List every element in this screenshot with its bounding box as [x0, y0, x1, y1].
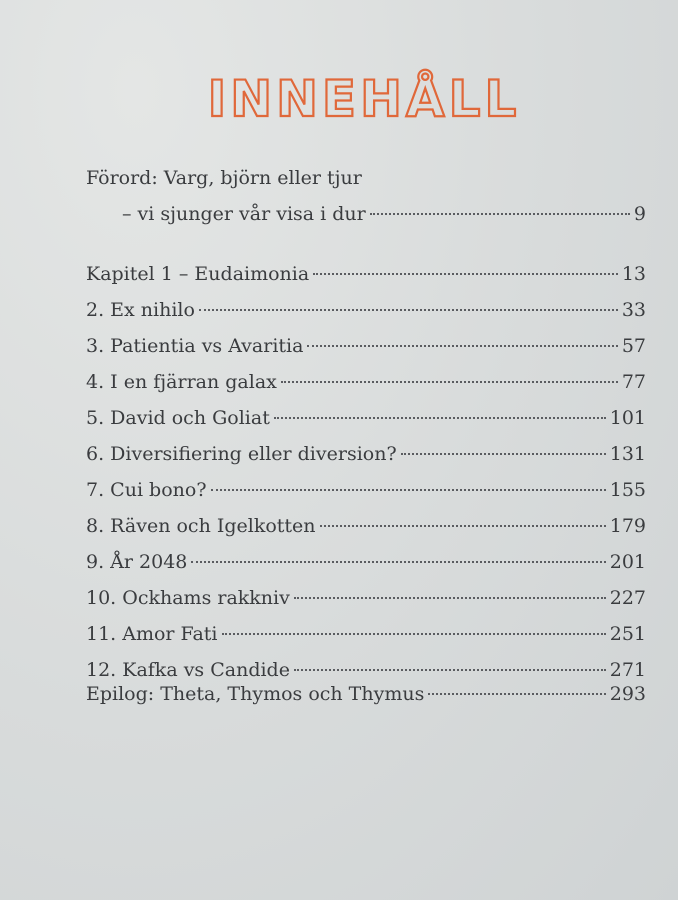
- page-number: 13: [621, 263, 646, 285]
- chapter-title: 12. Kafka vs Candide: [86, 659, 290, 681]
- page-number: 131: [609, 443, 646, 465]
- toc-entry: [86, 580, 646, 616]
- page-number: 251: [609, 623, 646, 645]
- dot-leader: [307, 345, 617, 347]
- preface-subtitle: – vi sjunger vår visa i dur: [122, 203, 366, 225]
- chapter-title: Kapitel 1 – Eudaimonia: [86, 263, 310, 285]
- dot-leader: [428, 693, 605, 695]
- chapter-title: 6. Diversifiering eller diversion?: [86, 443, 397, 465]
- dot-leader: [222, 633, 606, 635]
- dot-leader: [294, 597, 606, 599]
- dot-leader: [274, 417, 606, 419]
- page-number: 33: [621, 299, 646, 321]
- preface-title: Förord: Varg, björn eller tjur: [86, 167, 362, 189]
- dot-leader: [191, 561, 605, 563]
- page-number: 155: [609, 479, 646, 501]
- toc-entry: [86, 328, 646, 364]
- page-number: 227: [609, 587, 646, 609]
- dot-leader: [281, 381, 618, 383]
- dot-leader: [313, 273, 618, 275]
- toc-entry: [86, 292, 646, 328]
- toc-entry: [86, 436, 646, 472]
- chapter-title: 11. Amor Fati: [86, 623, 218, 645]
- chapter-title: 4. I en fjärran galax: [86, 371, 277, 393]
- chapter-list: [86, 256, 646, 688]
- page-number: 293: [609, 683, 646, 705]
- toc-entry: [86, 508, 646, 544]
- chapter-title: 2. Ex nihilo: [86, 299, 195, 321]
- toc-entry: [86, 400, 646, 436]
- page-number: 101: [609, 407, 646, 429]
- preface-subtitle-row: [86, 196, 646, 232]
- chapter-title: 10. Ockhams rakkniv: [86, 587, 290, 609]
- page-number: 9: [633, 203, 646, 225]
- epilogue-entry: [86, 676, 646, 712]
- epilogue-title: Epilog: Theta, Thymos och Thymus: [86, 683, 425, 705]
- toc-entry: [86, 544, 646, 580]
- chapter-title: 8. Räven och Igelkotten: [86, 515, 316, 537]
- toc-entry: [86, 256, 646, 292]
- toc-entry: [86, 364, 646, 400]
- chapter-title: 9. År 2048: [86, 551, 188, 573]
- chapter-title: 5. David och Goliat: [86, 407, 270, 429]
- page-number: 201: [609, 551, 646, 573]
- dot-leader: [401, 453, 606, 455]
- dot-leader: [370, 213, 630, 215]
- page-number: 271: [609, 659, 646, 681]
- chapter-title: 3. Patientia vs Avaritia: [86, 335, 304, 357]
- preface-entry: [86, 160, 646, 232]
- page-number: 179: [609, 515, 646, 537]
- dot-leader: [294, 669, 606, 671]
- toc-entry: [86, 472, 646, 508]
- dot-leader: [320, 525, 606, 527]
- dot-leader: [211, 489, 606, 491]
- toc-entry: [86, 676, 646, 712]
- page-number: 57: [621, 335, 646, 357]
- page-number: 77: [621, 371, 646, 393]
- page-title: INNEHÅLL: [207, 70, 521, 128]
- toc-entry: [86, 616, 646, 652]
- chapter-title: 7. Cui bono?: [86, 479, 207, 501]
- dot-leader: [199, 309, 618, 311]
